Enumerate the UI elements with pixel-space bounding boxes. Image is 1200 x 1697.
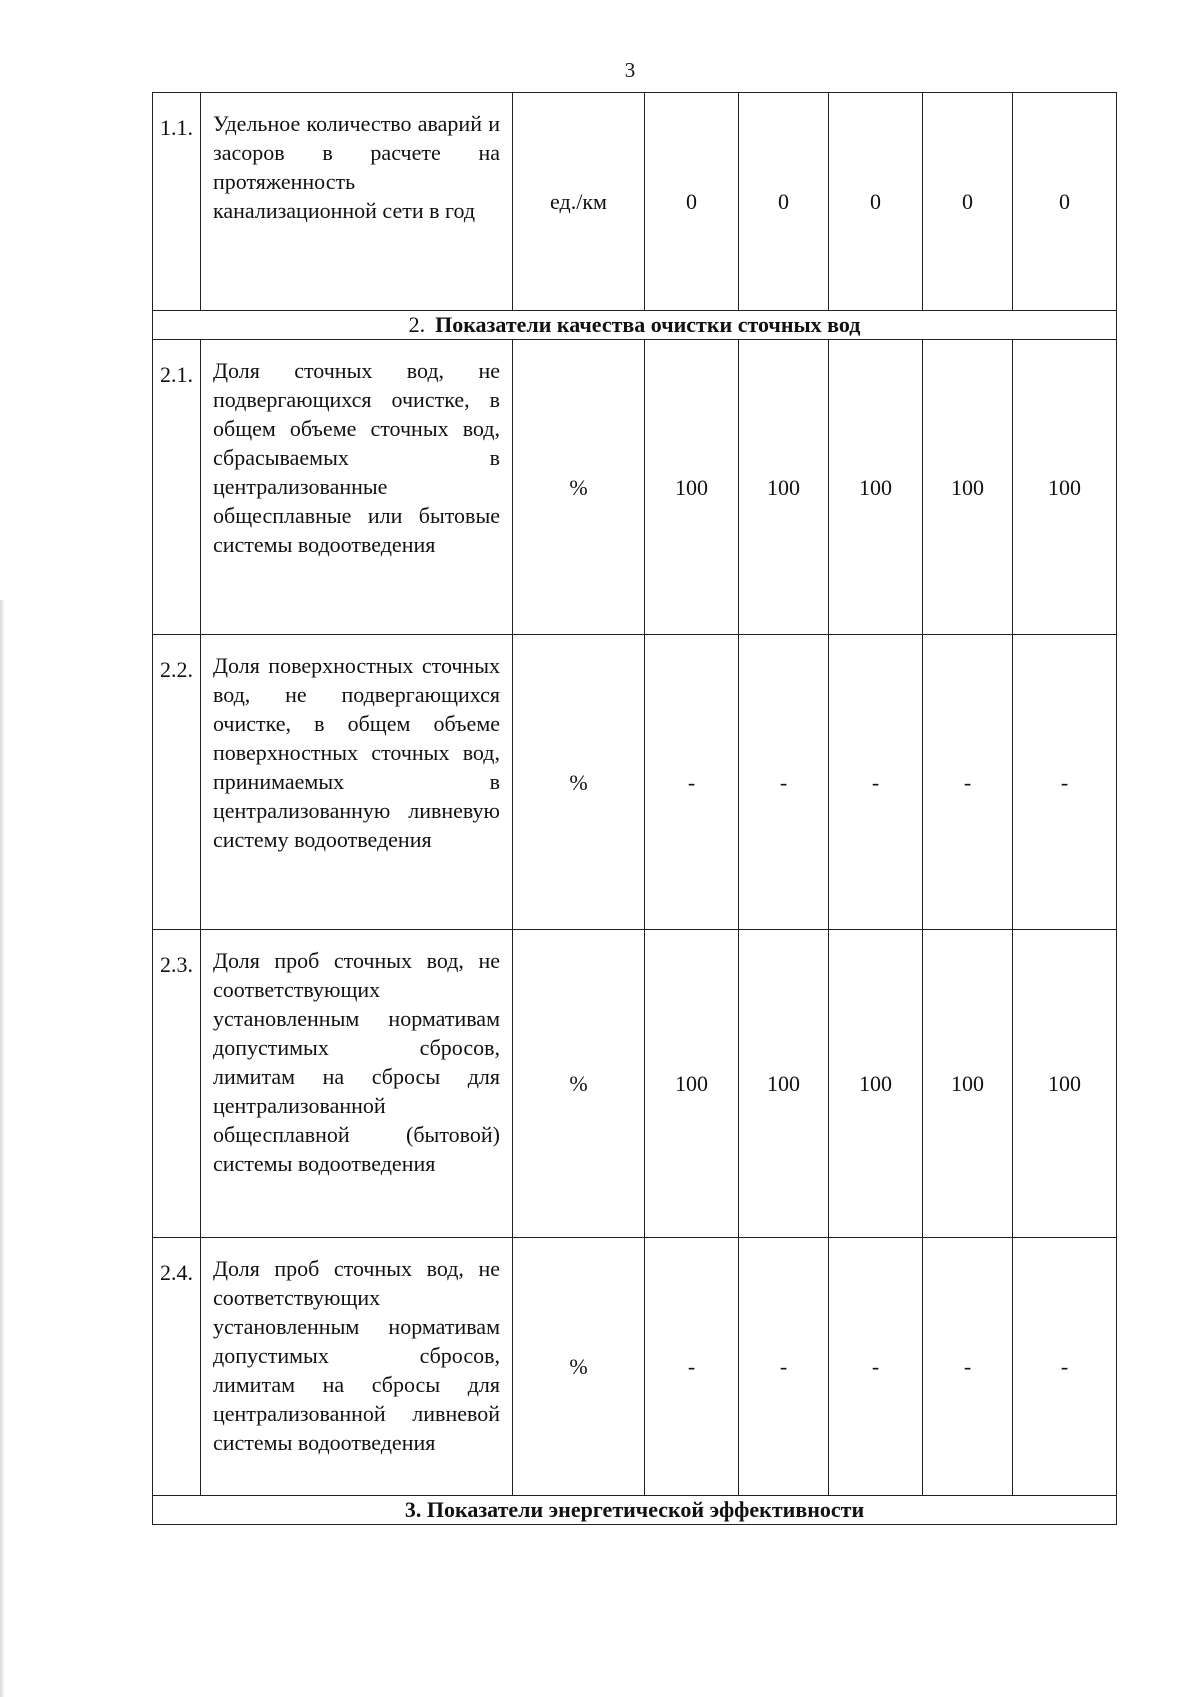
table-row — [153, 1238, 1117, 1496]
value-cell: - — [1013, 1238, 1117, 1496]
unit-cell: % — [513, 1238, 645, 1496]
unit-cell: % — [513, 635, 645, 930]
unit-cell: % — [513, 340, 645, 635]
section-number: 2. — [408, 312, 426, 337]
value-cell: 100 — [739, 340, 829, 635]
value-cell: 100 — [1013, 340, 1117, 635]
value-cell: 0 — [923, 93, 1013, 311]
value-cell: 100 — [645, 340, 739, 635]
value-cell: - — [1013, 635, 1117, 930]
row-number: 2.2. — [153, 635, 201, 930]
value-cell: - — [923, 1238, 1013, 1496]
value-cell: - — [829, 635, 923, 930]
value-cell: 100 — [829, 340, 923, 635]
indicators-table — [152, 92, 1117, 1525]
table-row — [153, 340, 1117, 635]
indicator-description: Удельное количество аварий и засоров в расчете на протяженность канализационной сети в год — [201, 93, 513, 311]
indicator-description: Доля проб сточных вод, не соответствующих установленным нормативам допустимых сбросов, лимитам на сбросы для централизованной общесплавной (бытовой) системы водоотведения — [201, 930, 513, 1238]
table-row — [153, 635, 1117, 930]
indicator-description: Доля сточных вод, не подвергающихся очистке, в общем объеме сточных вод, сбрасываемых в централизованные общесплавные или бытовые системы водоотведения — [201, 340, 513, 635]
value-cell: - — [739, 1238, 829, 1496]
section-title: Показатели качества очистки сточных вод — [435, 312, 861, 337]
value-cell: 100 — [739, 930, 829, 1238]
scan-edge-shadow — [0, 600, 5, 1697]
row-number: 2.1. — [153, 340, 201, 635]
value-cell: 100 — [829, 930, 923, 1238]
value-cell: - — [923, 635, 1013, 930]
section-title: 3. Показатели энергетической эффективности — [404, 1497, 865, 1522]
value-cell: 0 — [739, 93, 829, 311]
row-number: 2.3. — [153, 930, 201, 1238]
indicator-description: Доля поверхностных сточных вод, не подвергающихся очистке, в общем объеме поверхностных сточных вод, принимаемых в централизованную ливневую систему водоотведения — [201, 635, 513, 930]
value-cell: - — [829, 1238, 923, 1496]
section-heading — [153, 1496, 1117, 1525]
value-cell: - — [645, 635, 739, 930]
section-row — [153, 1496, 1117, 1525]
unit-cell: ед./км — [513, 93, 645, 311]
value-cell: 100 — [1013, 930, 1117, 1238]
row-number: 2.4. — [153, 1238, 201, 1496]
value-cell: 0 — [645, 93, 739, 311]
table-row — [153, 930, 1117, 1238]
value-cell: 100 — [923, 930, 1013, 1238]
row-number: 1.1. — [153, 93, 201, 311]
value-cell: 100 — [645, 930, 739, 1238]
value-cell: 0 — [829, 93, 923, 311]
value-cell: 0 — [1013, 93, 1117, 311]
section-row — [153, 311, 1117, 340]
section-heading — [153, 311, 1117, 340]
unit-cell: % — [513, 930, 645, 1238]
page-number: 3 — [624, 58, 636, 82]
value-cell: - — [739, 635, 829, 930]
value-cell: - — [645, 1238, 739, 1496]
table-row — [153, 93, 1117, 311]
indicator-description: Доля проб сточных вод, не соответствующих установленным нормативам допустимых сбросов, лимитам на сбросы для централизованной ливневой системы водоотведения — [201, 1238, 513, 1496]
value-cell: 100 — [923, 340, 1013, 635]
